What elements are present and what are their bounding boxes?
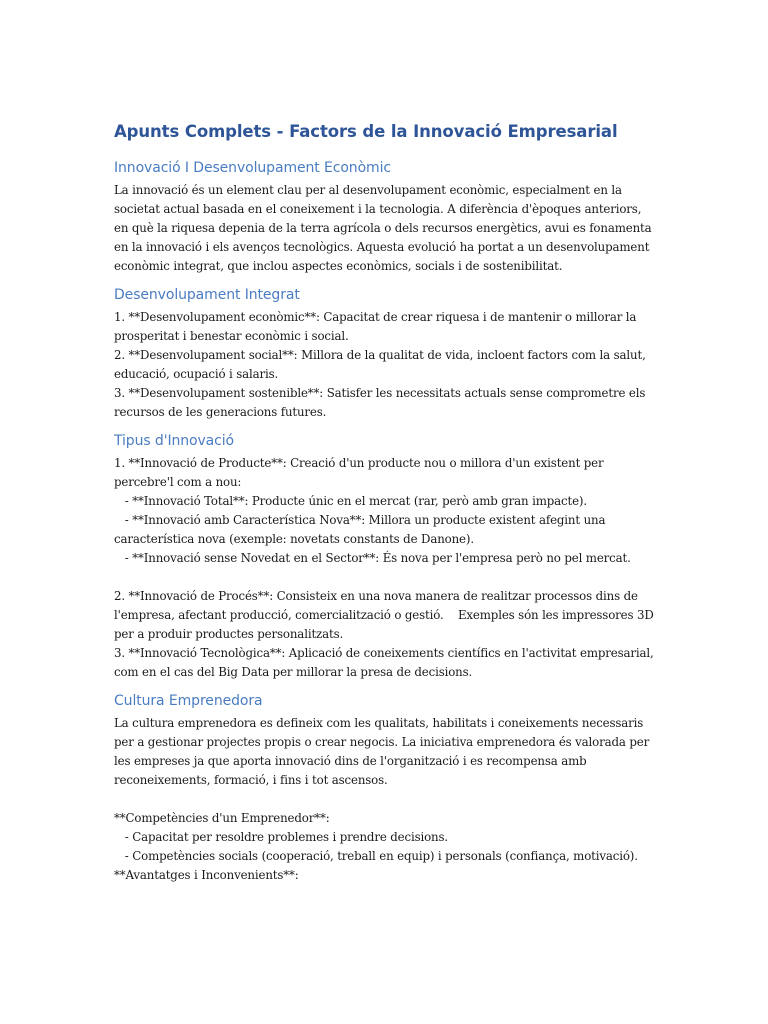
section-innovacio-desenvolupament <box>114 160 658 276</box>
text-line: 3. **Innovació Tecnològica**: Aplicació de coneixements científics en l'activitat empresarial, <box>114 646 654 660</box>
text-line: 2. **Desenvolupament social**: Millora de la qualitat de vida, incloent factors com la salut, <box>114 348 646 362</box>
text-line: per a produir productes personalitzats. <box>114 627 344 641</box>
text-line: - Competències socials (cooperació, treball en equip) i personals (confiança, motivació). <box>114 849 638 863</box>
section-desenvolupament-integrat <box>114 287 658 422</box>
section-heading: Desenvolupament Integrat <box>114 287 300 303</box>
text-line: l'empresa, afectant producció, comercialització o gestió. Exemples són les impressores 3D <box>114 608 654 622</box>
text-line: reconeixements, formació, i fins i tot ascensos. <box>114 773 388 787</box>
section-heading: Tipus d'Innovació <box>114 433 235 449</box>
text-line: - Capacitat per resoldre problemes i prendre decisions. <box>114 830 448 844</box>
text-line: 3. **Desenvolupament sostenible**: Satisfer les necessitats actuals sense comprometre els <box>114 386 646 400</box>
text-line: La cultura emprenedora es defineix com les qualitats, habilitats i coneixements necessaris <box>114 716 644 730</box>
text-line: 2. **Innovació de Procés**: Consisteix en una nova manera de realitzar processos dins de <box>114 589 638 603</box>
text-line: les empreses ja que aporta innovació dins de l'organització i es recompensa amb <box>114 754 587 768</box>
text-line: - **Innovació amb Característica Nova**: Millora un producte existent afegint una <box>114 513 606 527</box>
section-heading: Innovació I Desenvolupament Econòmic <box>114 160 391 176</box>
text-line: **Avantatges i Inconvenients**: <box>114 868 299 882</box>
section-tipus-innovacio <box>114 433 658 682</box>
text-line: percebre'l com a nou: <box>114 475 242 489</box>
text-line: per a gestionar projectes propis o crear negocis. La iniciativa emprenedora és valorada per <box>114 735 650 749</box>
blank-line <box>114 790 658 809</box>
text-line: **Competències d'un Emprenedor**: <box>114 811 330 825</box>
text-line: recursos de les generacions futures. <box>114 405 327 419</box>
text-line: característica nova (exemple: novetats constants de Danone). <box>114 532 474 546</box>
text-line: com en el cas del Big Data per millorar la presa de decisions. <box>114 665 473 679</box>
section-cultura-emprenedora <box>114 693 658 885</box>
text-line: - **Innovació Total**: Producte únic en el mercat (rar, però amb gran impacte). <box>114 494 587 508</box>
text-line: prosperitat i benestar econòmic i social. <box>114 329 349 343</box>
section-heading: Cultura Emprenedora <box>114 693 263 709</box>
blank-line <box>114 568 658 587</box>
text-line: - **Innovació sense Novedat en el Sector**: És nova per l'empresa però no pel mercat. <box>114 551 631 565</box>
text-line: educació, ocupació i salaris. <box>114 367 279 381</box>
section-paragraph: La innovació és un element clau per al desenvolupament econòmic, especialment en la societat actual basada en el coneixement i la tecnologia. A diferència d'èpoques anteriors, en què la riquesa depenia de la terra agrícola o dels recursos energètics, avui es fonamenta en la innovació i els avenços tecnològics. Aquesta evolució ha portat a un desenvolupament econòmic integrat, que inclou aspectes econòmics, socials i de sostenibilitat. <box>114 183 652 273</box>
text-line: 1. **Desenvolupament econòmic**: Capacitat de crear riquesa i de mantenir o millorar la <box>114 310 637 324</box>
document-title: Apunts Complets - Factors de la Innovació Empresarial <box>114 122 618 141</box>
document-page <box>114 122 658 896</box>
text-line: 1. **Innovació de Producte**: Creació d'un producte nou o millora d'un existent per <box>114 456 604 470</box>
